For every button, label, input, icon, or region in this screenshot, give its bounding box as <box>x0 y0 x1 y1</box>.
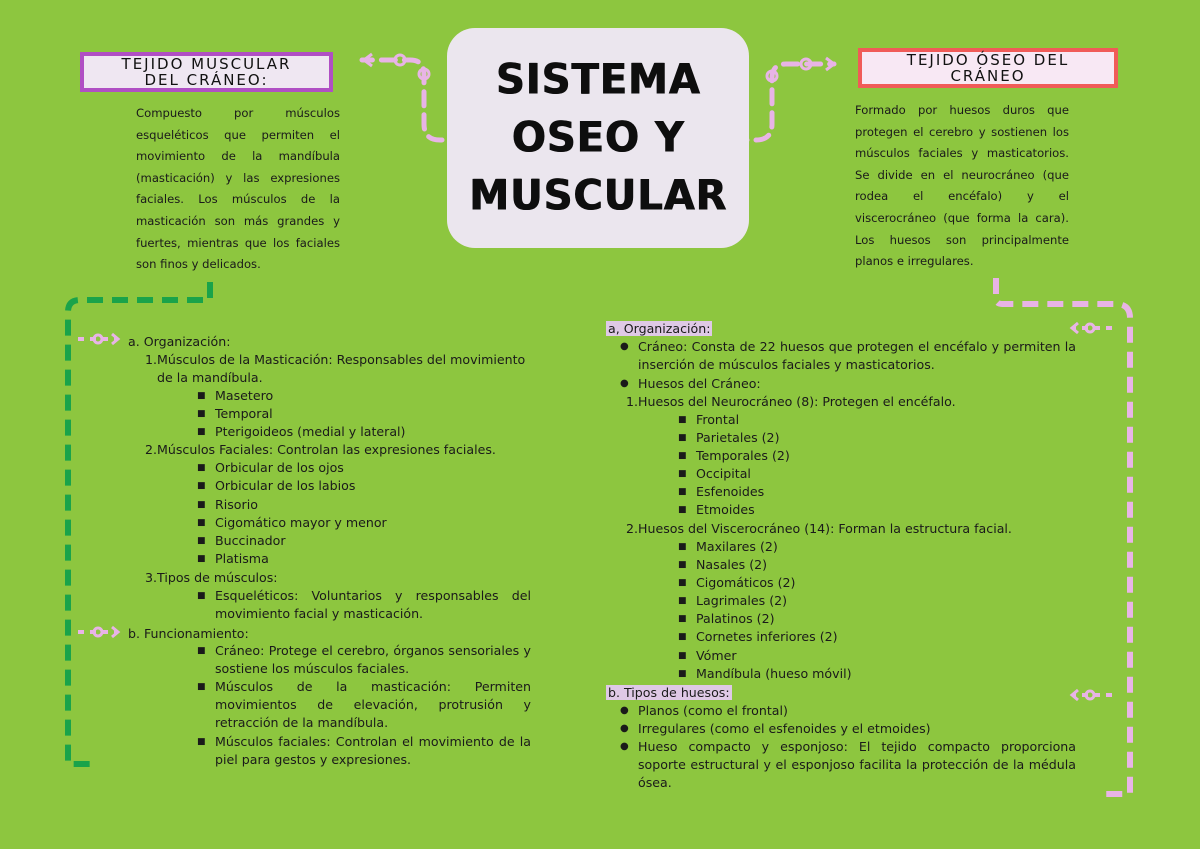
list-item: ■ Músculos de la masticación: Permiten movimientos de elevación, protrusión y retracción de la mandíbula. <box>215 678 531 733</box>
right-banner-line-2: CRÁNEO <box>950 67 1026 85</box>
list-item: ■ Orbicular de los labios <box>215 477 355 495</box>
list-item: ■ Temporales (2) <box>696 447 790 465</box>
list-item: ■ Risorio <box>215 496 258 514</box>
list-item: ● Cráneo: Consta de 22 huesos que protegen el encéfalo y permiten la inserción de músculos faciales y masticatorios. <box>638 338 1076 374</box>
right-banner-line-1: TEJIDO ÓSEO DEL <box>906 51 1070 69</box>
title-line-2: OSEO Y <box>511 113 685 163</box>
list-item: ■ Cigomático mayor y menor <box>215 514 387 532</box>
list-item: ■ Buccinador <box>215 532 286 550</box>
list-item: ■ Pterigoideos (medial y lateral) <box>215 423 405 441</box>
left-item-1-cont: de la mandíbula. <box>157 370 263 385</box>
left-item-2: 2.Músculos Faciales: Controlan las expresiones faciales. <box>145 442 496 457</box>
list-item: ■ Esqueléticos: Voluntarios y responsables del movimiento facial y masticación. <box>215 587 531 623</box>
list-item: ■ Temporal <box>215 405 273 423</box>
list-item: ■ Palatinos (2) <box>696 610 775 628</box>
right-tipos-heading <box>606 684 732 702</box>
list-item: ■ Vómer <box>696 647 737 665</box>
list-item: ● Irregulares (como el esfenoides y el etmoides) <box>638 720 931 738</box>
left-organizacion-heading: a. Organización: <box>128 334 231 349</box>
list-item: ■ Frontal <box>696 411 739 429</box>
list-item: ■ Músculos faciales: Controlan el movimiento de la piel para gestos y expresiones. <box>215 733 531 769</box>
left-item-3: 3.Tipos de músculos: <box>145 570 278 585</box>
list-item: ■ Cigomáticos (2) <box>696 574 795 592</box>
title-line-3: MUSCULAR <box>468 171 728 221</box>
list-item: ■ Occipital <box>696 465 751 483</box>
left-banner-line-1: TEJIDO MUSCULAR <box>121 55 292 73</box>
left-banner-line-2: DEL CRÁNEO: <box>144 71 269 89</box>
title-box <box>447 28 749 248</box>
right-banner <box>858 48 1118 88</box>
list-item: ■ Etmoides <box>696 501 755 519</box>
list-item: ■ Masetero <box>215 387 273 405</box>
list-item: ■ Esfenoides <box>696 483 764 501</box>
list-item: ■ Orbicular de los ojos <box>215 459 344 477</box>
list-item: ■ Mandíbula (hueso móvil) <box>696 665 852 683</box>
right-tipos-text: b. Tipos de huesos: <box>608 685 730 700</box>
right-organizacion-text: a, Organización: <box>608 321 711 336</box>
title-line-1: SISTEMA <box>495 55 701 105</box>
list-item: ■ Lagrimales (2) <box>696 592 787 610</box>
right-visc-heading: 2.Huesos del Viscerocráneo (14): Forman la estructura facial. <box>626 521 1012 536</box>
list-item: ■ Maxilares (2) <box>696 538 778 556</box>
right-organizacion-heading <box>606 320 712 338</box>
left-item-1: 1.Músculos de la Masticación: Responsables del movimiento <box>145 352 526 367</box>
left-funcionamiento-heading: b. Funcionamiento: <box>128 626 249 641</box>
list-item: ● Hueso compacto y esponjoso: El tejido compacto proporciona soporte estructural y el esponjoso facilita la protección de la médula ósea. <box>638 738 1076 793</box>
list-item: ■ Cornetes inferiores (2) <box>696 628 838 646</box>
list-item: ■ Platisma <box>215 550 269 568</box>
left-banner <box>80 52 333 92</box>
list-item: ■ Nasales (2) <box>696 556 767 574</box>
list-item: ● Planos (como el frontal) <box>638 702 788 720</box>
list-item: ■ Parietales (2) <box>696 429 779 447</box>
right-description: Formado por huesos duros que protegen el cerebro y sostienen los músculos faciales y masticatorios. Se divide en el neurocráneo (que rodea el encéfalo) y el viscerocráneo (que forma la cara). Los huesos son principalmente planos e irregulares. <box>855 103 1069 269</box>
left-description: Compuesto por músculos esqueléticos que permiten el movimiento de la mandíbula (masticación) y las expresiones faciales. Los músculos de la masticación son más grandes y fuertes, mientras que los faciales son finos y delicados. <box>136 106 340 272</box>
right-neuro-heading: 1.Huesos del Neurocráneo (8): Protegen el encéfalo. <box>626 394 956 409</box>
list-item: ● Huesos del Cráneo: <box>638 375 761 393</box>
list-item: ■ Cráneo: Protege el cerebro, órganos sensoriales y sostiene los músculos faciales. <box>215 642 531 678</box>
